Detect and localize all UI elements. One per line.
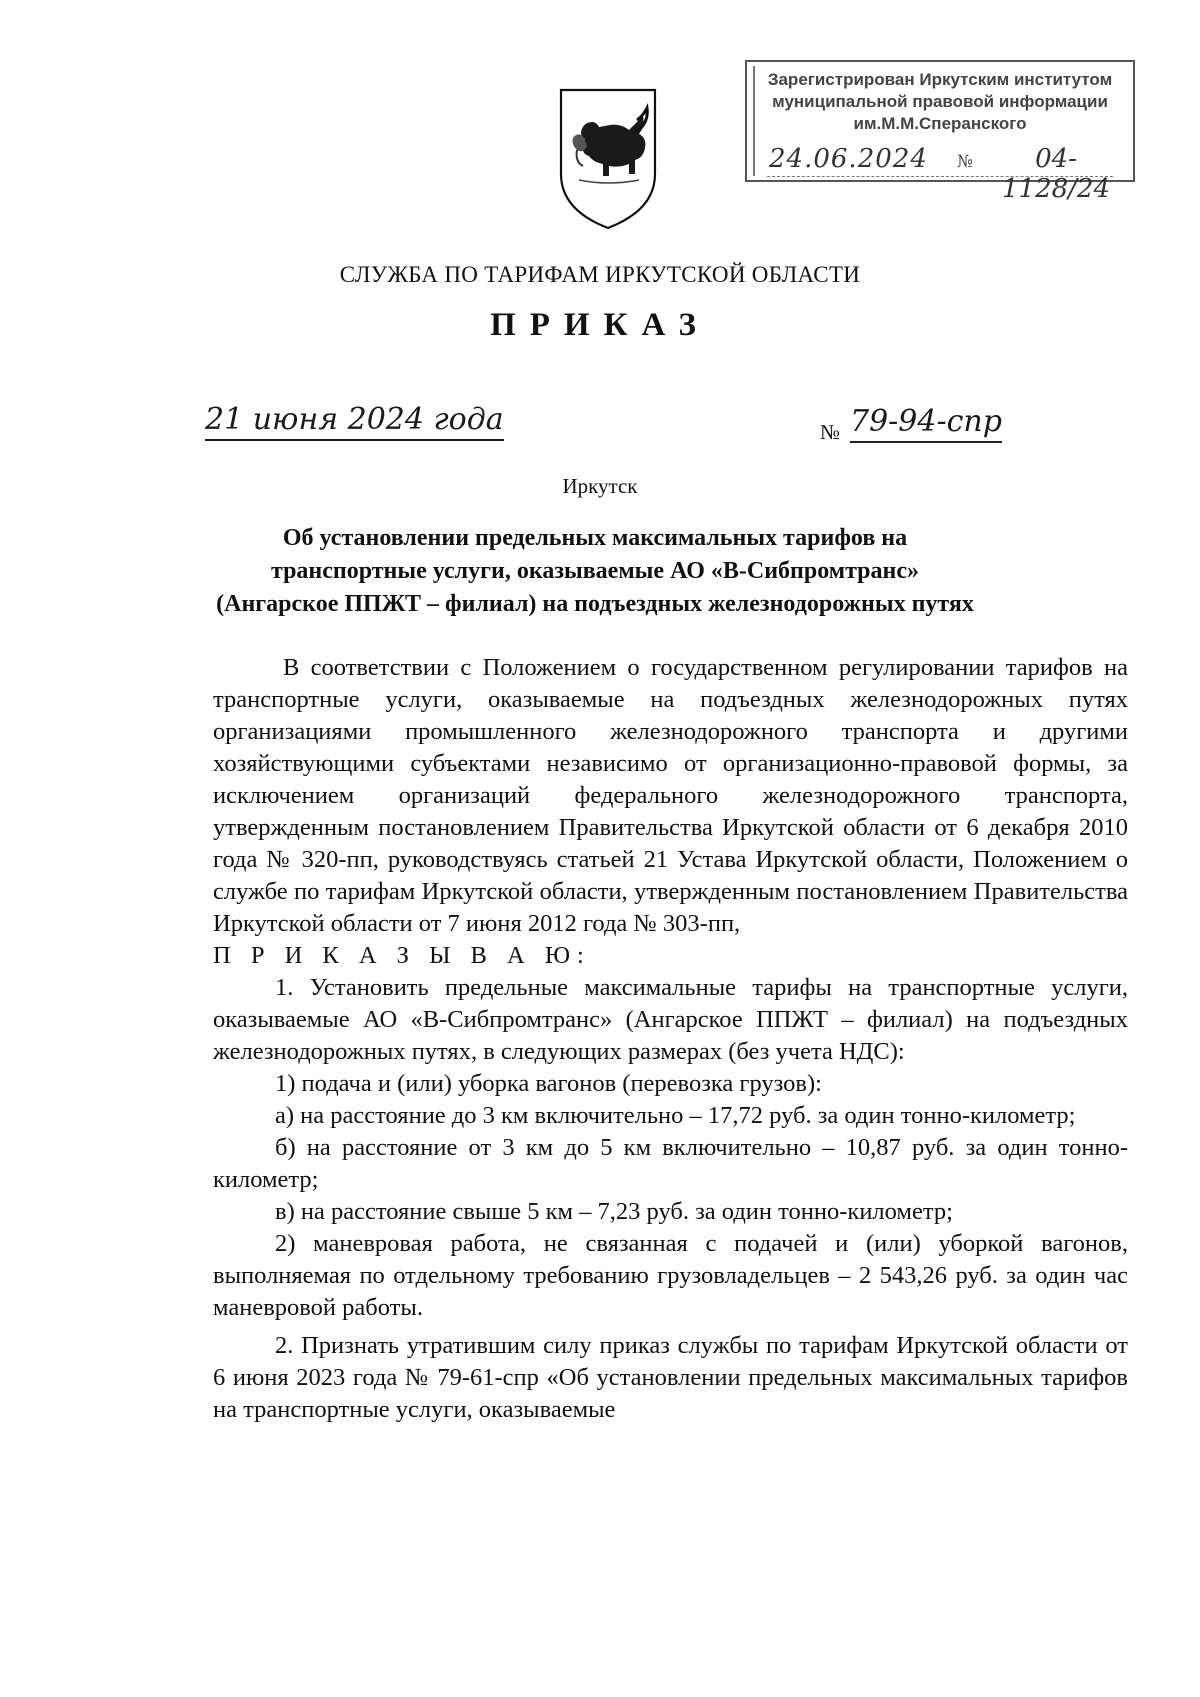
agency-name: СЛУЖБА ПО ТАРИФАМ ИРКУТСКОЙ ОБЛАСТИ <box>339 262 861 287</box>
item-1-1-c: в) на расстояние свыше 5 км – 7,23 руб. за один тонно-километр; <box>275 1198 953 1225</box>
stamp-registration-date: 24.06.2024 <box>769 144 928 174</box>
item-1-1-a: а) на расстояние до 3 км включительно – 17,72 руб. за один тонно-километр; <box>275 1102 1076 1129</box>
number-sign: № <box>820 420 841 444</box>
document-body <box>213 652 1128 1426</box>
stamp-line-3: им.М.М.Сперанского <box>853 114 1027 133</box>
stamp-underline <box>767 176 1113 177</box>
city: Иркутск <box>562 474 638 498</box>
handwritten-date: 21 июня 2024 года <box>205 402 504 441</box>
handwritten-order-number: 79-94-спр <box>850 404 1002 443</box>
stamp-registration-row <box>759 142 1121 204</box>
decree-word: П Р И К А З Ы В А Ю: <box>213 942 591 969</box>
item-1: 1. Установить предельные максимальные тарифы на транспортные услуги, оказываемые АО «В-Сибпромтранс» (Ангарское ППЖТ – филиал) на подъездных железнодорожных путях, в следующих размерах (без учета НДС): <box>213 974 1128 1065</box>
document-title: Об установлении предельных максимальных тарифов на транспортные услуги, оказываемые АО «В-Сибпромтранс» (Ангарское ППЖТ – филиал) на подъездных железнодорожных путях <box>216 525 974 617</box>
stamp-line-2: муниципальной правовой информации <box>772 92 1108 111</box>
stamp-registration-number: 04-1128/24 <box>1001 144 1110 204</box>
stamp-number-sign: № <box>957 152 974 172</box>
irkutsk-coat-of-arms-icon <box>553 82 663 232</box>
item-1-2: 2) маневровая работа, не связанная с подачей и (или) уборкой вагонов, выполняемая по отдельному требованию грузовладельцев – 2 543,26 руб. за один час маневровой работы. <box>213 1230 1128 1321</box>
item-1-1-b: б) на расстояние от 3 км до 5 км включительно – 10,87 руб. за один тонно-километр; <box>213 1134 1128 1193</box>
preamble-paragraph: В соответствии с Положением о государственном регулировании тарифов на транспортные услуги, оказываемые на подъездных железнодорожных путях организациями промышленного железнодорожного транспорта и другими хозяйствующими субъектами независимо от организационно-правовой формы, за исключением организаций федерального железнодорожного транспорта, утвержденным постановлением Правительства Иркутской области от 6 декабря 2010 года № 320-пп, руководствуясь статьей 21 Устава Иркутской области, Положением о службе по тарифам Иркутской области, утвержденным постановлением Правительства Иркутской области от 7 июня 2012 года № 303-пп, <box>213 654 1128 937</box>
item-2: 2. Признать утратившим силу приказ службы по тарифам Иркутской области от 6 июня 2023 года № 79-61-спр «Об установлении предельных максимальных тарифов на транспортные услуги, оказываемые <box>213 1332 1128 1423</box>
item-1-1: 1) подача и (или) уборка вагонов (перевозка грузов): <box>275 1070 822 1097</box>
registration-stamp <box>745 60 1135 204</box>
stamp-line-1: Зарегистрирован Иркутским институтом <box>767 70 1113 89</box>
document-type: ПРИКАЗ <box>490 307 710 343</box>
